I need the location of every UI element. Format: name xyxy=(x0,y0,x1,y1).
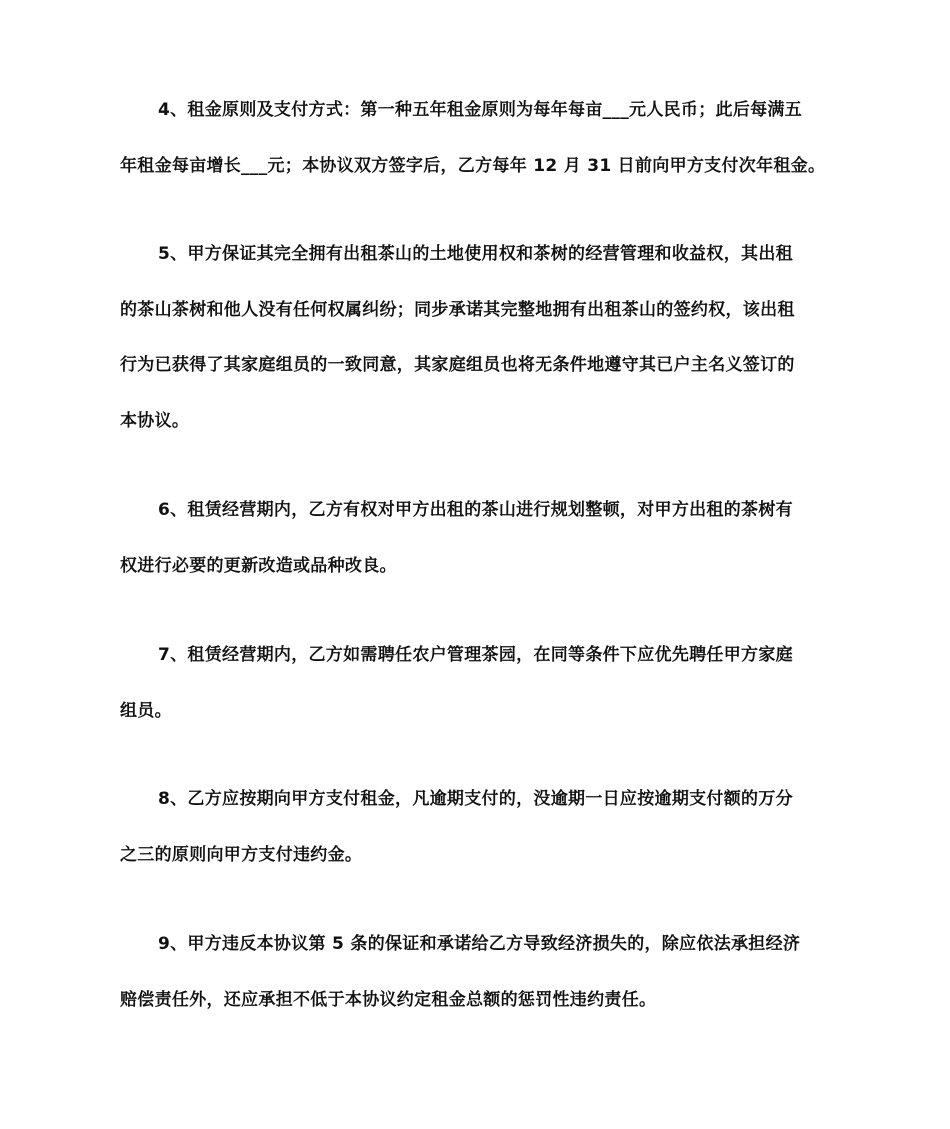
clause-8-line-1: 8、乙方应按期向甲方支付租金，凡逾期支付的，没逾期一日应按逾期支付额的万分 xyxy=(158,789,793,809)
clause-9-line-1: 9、甲方违反本协议第 5 条的保证和承诺给乙方导致经济损失的，除应依法承担经济 xyxy=(158,934,801,954)
clause-6-line-2: 权进行必要的更新改造或品种改良。 xyxy=(120,556,397,576)
clause-4-line-2: 年租金每亩增长___元；本协议双方签字后，乙方每年 12 月 31 日前向甲方支付次年租金。 xyxy=(120,156,826,176)
clause-5-line-2: 的茶山茶树和他人没有任何权属纠纷；同步承诺其完整地拥有出租茶山的签约权，该出租 xyxy=(120,300,795,320)
clause-6-line-1: 6、租赁经营期内，乙方有权对甲方出租的茶山进行规划整顿，对甲方出租的茶树有 xyxy=(158,500,793,520)
clause-8-line-2: 之三的原则向甲方支付违约金。 xyxy=(120,845,363,865)
clause-5-line-1: 5、甲方保证其完全拥有出租茶山的土地使用权和茶树的经营管理和收益权，其出租 xyxy=(158,244,793,264)
clause-4-line-1: 4、租金原则及支付方式：第一种五年租金原则为每年每亩___元人民币；此后每满五 xyxy=(158,100,803,120)
clause-7-line-2: 组员。 xyxy=(120,701,172,721)
clause-9-line-2: 赔偿责任外，还应承担不低于本协议约定租金总额的惩罚性违约责任。 xyxy=(120,990,657,1010)
clause-5-line-3: 行为已获得了其家庭组员的一致同意，其家庭组员也将无条件地遵守其已户主名义签订的 xyxy=(120,355,795,375)
clause-5-line-4: 本协议。 xyxy=(120,411,190,431)
clause-7-line-1: 7、租赁经营期内，乙方如需聘任农户管理茶园，在同等条件下应优先聘任甲方家庭 xyxy=(158,645,793,665)
